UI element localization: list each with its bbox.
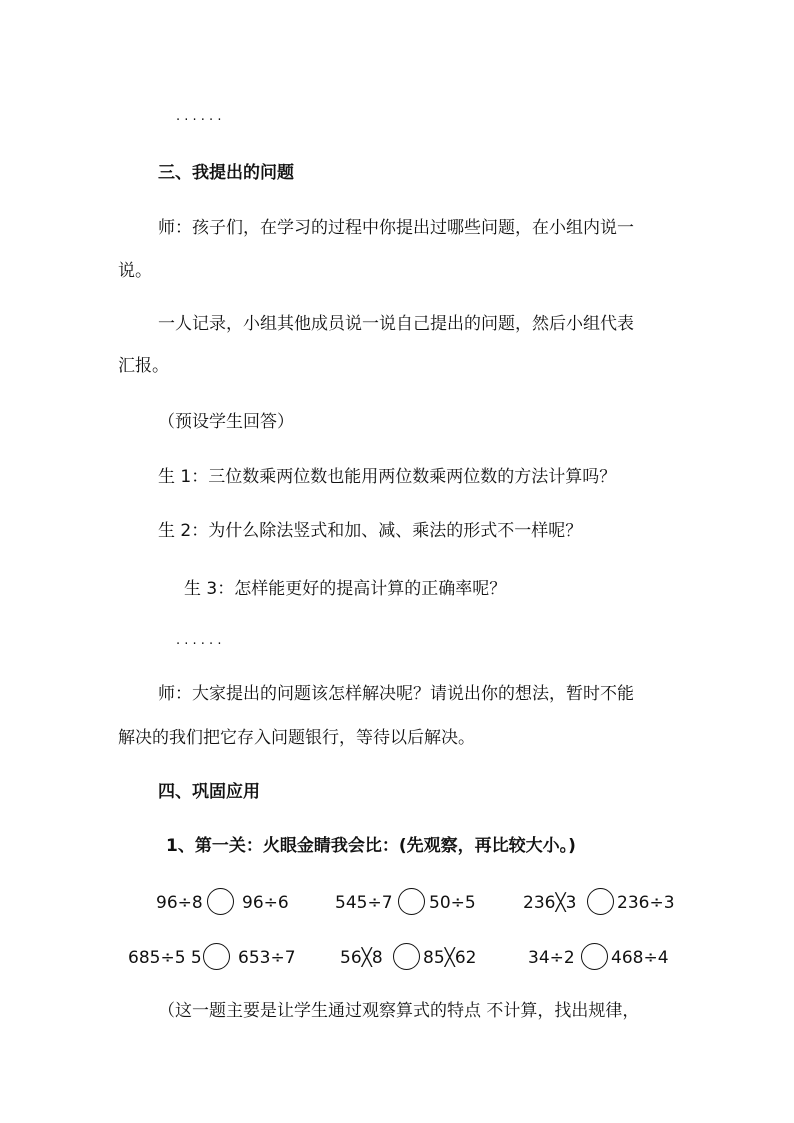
- teacher-summary-line-1: 师：大家提出的问题该怎样解决呢？请说出你的想法，暂时不能: [158, 684, 634, 704]
- comparison-left-expression: 56╳8: [340, 948, 383, 968]
- teacher-question-line-2: 说。: [118, 261, 152, 281]
- exercise-1-note: （这一题主要是让学生通过观察算式的特点 不计算，找出规律，: [158, 1001, 640, 1021]
- student-answer-3: 生 3：怎样能更好的提高计算的正确率呢？: [184, 579, 507, 599]
- group-instruction-line-2: 汇报。: [118, 356, 169, 376]
- ellipsis-2: · · · · · ·: [176, 637, 222, 652]
- preset-answers-label: （预设学生回答）: [158, 412, 294, 432]
- comparison-row-2: [0, 943, 794, 973]
- comparison-right-expression: 468÷4: [611, 948, 669, 968]
- comparison-right-expression: 653÷7: [238, 948, 296, 968]
- teacher-summary-line-2: 解决的我们把它存入问题银行，等待以后解决。: [118, 728, 475, 748]
- section-heading-3: 三、我提出的问题: [158, 163, 294, 183]
- group-instruction-line-1: 一人记录，小组其他成员说一说自己提出的问题，然后小组代表: [158, 314, 634, 334]
- comparison-left-expression: 34÷2: [528, 948, 575, 968]
- comparison-left-expression: 96÷8: [156, 893, 203, 913]
- comparison-left-expression: 236╳3: [523, 893, 577, 913]
- comparison-row-1: [0, 888, 794, 918]
- section-heading-4: 四、巩固应用: [158, 782, 260, 802]
- comparison-blank-circle[interactable]: [587, 888, 614, 915]
- exercise-1-title: 1、第一关：火眼金睛我会比：(先观察，再比较大小。): [166, 836, 576, 856]
- comparison-right-expression: 85╳62: [423, 948, 477, 968]
- ellipsis-1: · · · · · ·: [176, 113, 222, 128]
- comparison-right-expression: 50÷5: [429, 893, 476, 913]
- comparison-left-expression: 685÷5 5: [128, 948, 202, 968]
- comparison-right-expression: 236÷3: [617, 893, 675, 913]
- comparison-blank-circle[interactable]: [393, 943, 420, 970]
- comparison-blank-circle[interactable]: [398, 888, 425, 915]
- comparison-right-expression: 96÷6: [242, 893, 289, 913]
- comparison-blank-circle[interactable]: [581, 943, 608, 970]
- comparison-left-expression: 545÷7: [335, 893, 393, 913]
- student-answer-2: 生 2：为什么除法竖式和加、减、乘法的形式不一样呢？: [158, 521, 583, 541]
- teacher-question-line-1: 师：孩子们，在学习的过程中你提出过哪些问题，在小组内说一: [158, 218, 634, 238]
- student-answer-1: 生 1：三位数乘两位数也能用两位数乘两位数的方法计算吗？: [158, 467, 617, 487]
- comparison-blank-circle[interactable]: [207, 888, 234, 915]
- comparison-blank-circle[interactable]: [203, 943, 230, 970]
